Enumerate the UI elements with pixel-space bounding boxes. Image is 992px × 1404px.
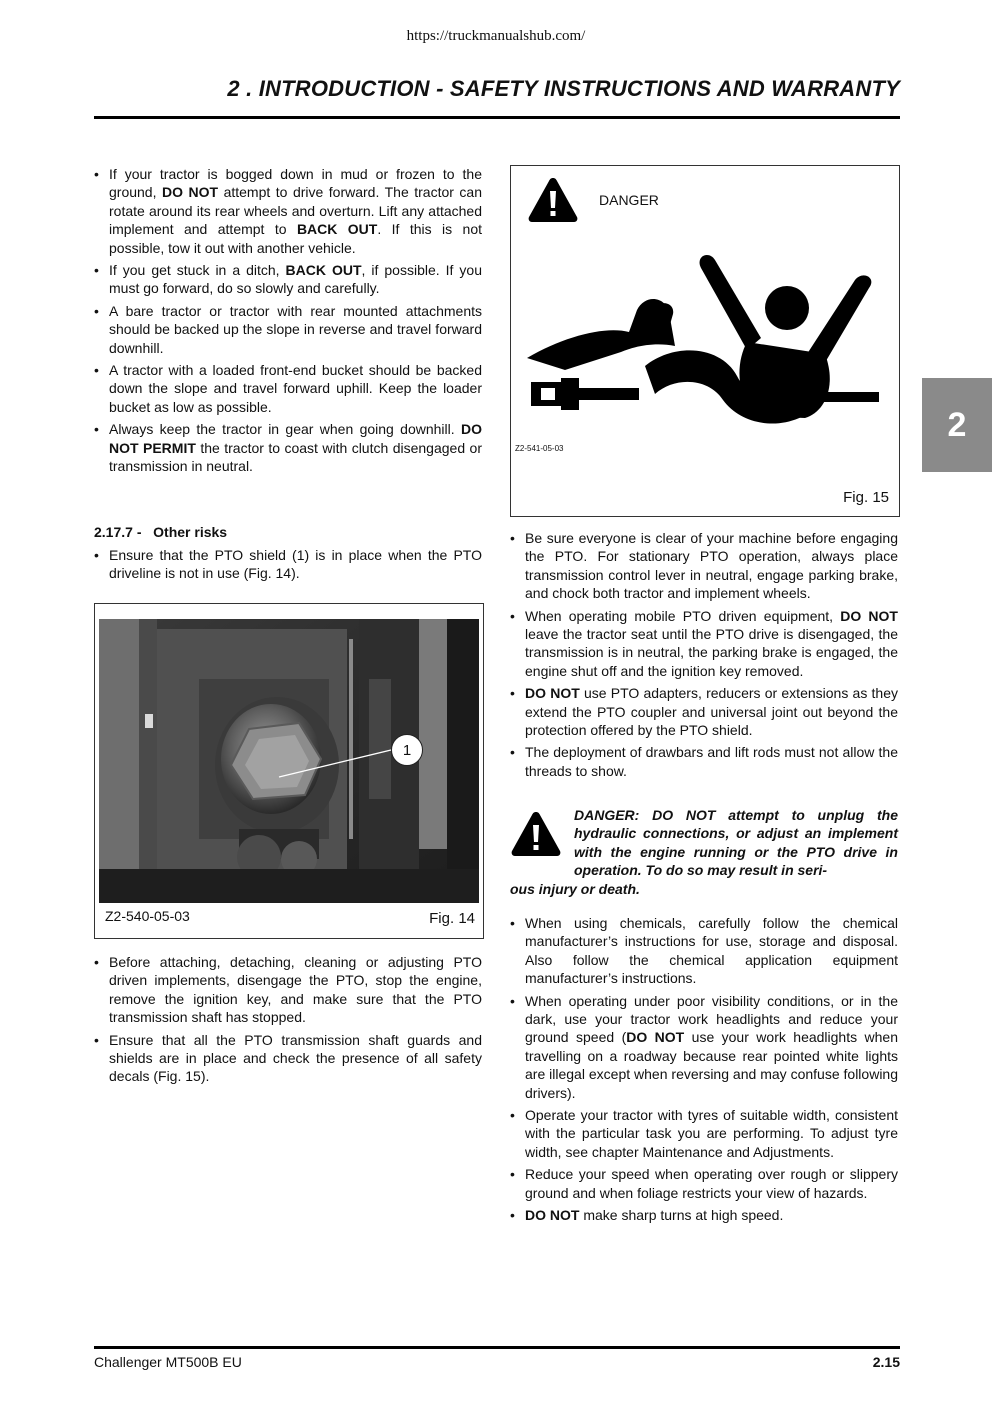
body-text: Ensure that all the PTO transmission shaft guards and shields are in place and check the presence of all safety decals (Fig. 15). [109, 1031, 482, 1085]
body-text: Before attaching, detaching, cleaning or adjusting PTO driven implements, disengage the PTO, stop the engine, remove the ignition key, and make sure that the PTO transmission shaft has stopped. [109, 954, 482, 1026]
list-item [94, 420, 482, 475]
list-item [94, 953, 482, 1027]
figure-14 [94, 603, 484, 939]
body-text: leave the tractor seat until the PTO drive is disengaged, the transmission is in neutral, the parking brake is engaged, the engine shut off and the ignition key removed. [525, 626, 898, 679]
figure-15 [510, 165, 900, 517]
danger-note-text-end: ous injury or death. [510, 880, 640, 897]
warning-triangle-icon [510, 810, 562, 858]
body-text: When using chemicals, carefully follow the chemical manufacturer’s instructions for use, storage and disposal. Also follow the chemical application equipment manufacturer’s instructions. [525, 915, 898, 987]
footer-rule [94, 1346, 900, 1349]
body-text: Operate your tractor with tyres of suitable width, consistent with the particular task you are performing. To adjust tyre width, see chapter Maintenance and Adjustments. [525, 1107, 898, 1160]
body-text: Be sure everyone is clear of your machine before engaging the PTO. For stationary PTO operation, always place transmission control lever in neutral, engage parking brake, and chock both tractor and implement wheels. [525, 530, 898, 602]
body-text: use your work headlights when travelling on a roadway because rear pointed white lights are illegal except when reversing and may confuse following drivers). [525, 1029, 898, 1101]
list-item [510, 529, 898, 603]
list-item [510, 992, 898, 1102]
figure-code: Z2-540-05-03 [105, 908, 190, 924]
pto-shield-photo [99, 619, 479, 903]
left-column-bottom [94, 953, 482, 1090]
body-text: Ensure that the PTO shield (1) is in place when the PTO driveline is not in use (Fig. 14). [109, 547, 482, 582]
body-text: If your tractor is bogged down in mud or frozen to the ground, [109, 166, 482, 201]
emphasis-text: DO NOT PERMIT [109, 421, 482, 456]
page-number: 2.15 [872, 1354, 900, 1370]
list-item [510, 1165, 898, 1202]
bullet-list [510, 529, 898, 780]
bullet-list [510, 914, 898, 1225]
list-item [510, 1206, 898, 1224]
list-item [94, 546, 482, 583]
list-item [510, 684, 898, 739]
emphasis-text: DO NOT [626, 1029, 685, 1046]
bullet-list [94, 546, 482, 583]
danger-note [510, 806, 898, 898]
list-item [94, 165, 482, 257]
list-item [94, 302, 482, 357]
list-item [94, 1031, 482, 1086]
body-text: When operating under poor visibility conditions, or in the dark, use your tractor work headlights and reduce your ground speed ( [525, 992, 898, 1046]
list-item [94, 361, 482, 416]
emphasis-text: BACK OUT [285, 262, 362, 279]
figure-caption: Fig. 15 [843, 489, 889, 506]
section-number: 2.17.7 - [94, 524, 142, 540]
pto-entanglement-pictogram-icon [525, 246, 885, 446]
list-item [510, 743, 898, 780]
body-text: , if possible. If you must go forward, do so slowly and carefully. [109, 262, 482, 297]
body-text: A tractor with a loaded front-end bucket should be backed down the slope and travel forward uphill. Keep the loader bucket as low as possible. [109, 362, 482, 415]
body-text: Always keep the tractor in gear when going downhill. [109, 421, 461, 438]
left-column-mid [94, 546, 482, 587]
list-item [510, 914, 898, 988]
header-rule [94, 116, 900, 119]
section-heading [94, 524, 227, 540]
body-text: If you get stuck in a ditch, [109, 262, 286, 279]
body-text: Reduce your speed when operating over rough or slippery ground and when foliage restricts your view of hazards. [525, 1166, 898, 1201]
body-text: make sharp turns at high speed. [579, 1207, 784, 1224]
list-item [510, 1106, 898, 1161]
body-text: The deployment of drawbars and lift rods must not allow the threads to show. [525, 744, 898, 779]
body-text: When operating mobile PTO driven equipment, [525, 607, 841, 624]
callout-label: 1 [402, 741, 412, 759]
right-column-top [510, 529, 898, 784]
warning-triangle-icon [527, 176, 579, 224]
body-text: . If this is not possible, tow it out with another vehicle. [109, 221, 482, 256]
emphasis-text: DO NOT [525, 685, 580, 702]
source-url: https://truckmanualshub.com/ [406, 28, 586, 44]
emphasis-text: DO NOT [840, 607, 898, 624]
list-item [510, 607, 898, 681]
emphasis-text: DO NOT [525, 1207, 580, 1224]
chapter-tab: 2 [922, 378, 992, 472]
body-text: the tractor to coast with clutch disengaged or transmission in neutral. [109, 439, 482, 475]
bullet-list [94, 953, 482, 1086]
emphasis-text: BACK OUT [296, 221, 378, 238]
danger-label: DANGER [599, 192, 659, 208]
figure-caption: Fig. 14 [429, 910, 475, 927]
section-title: Other risks [153, 524, 228, 540]
page-title: 2 . INTRODUCTION - SAFETY INSTRUCTIONS AND WARRANTY [227, 76, 900, 101]
left-column-top [94, 165, 482, 480]
bullet-list [94, 165, 482, 476]
right-column-bottom [510, 914, 898, 1229]
callout-1 [391, 734, 423, 766]
emphasis-text: DO NOT [162, 184, 219, 201]
list-item [94, 261, 482, 298]
danger-note-text: DANGER: DO NOT attempt to unplug the hydraulic connections, or adjust an implement with the engine running or the PTO drive in operation. To do so may result in seri- [574, 807, 898, 879]
figure-code: Z2-541-05-03 [515, 444, 564, 453]
body-text: A bare tractor or tractor with rear mounted attachments should be backed up the slope in reverse and travel forward downhill. [109, 302, 482, 356]
body-text: use PTO adapters, reducers or extensions as they extend the PTO coupler and universal joint out beyond the protection offered by the PTO shield. [525, 685, 898, 739]
footer-model: Challenger MT500B EU [94, 1354, 242, 1370]
body-text: attempt to drive forward. The tractor can rotate around its rear wheels and overturn. Lift any attached implement and attempt to [109, 184, 482, 238]
